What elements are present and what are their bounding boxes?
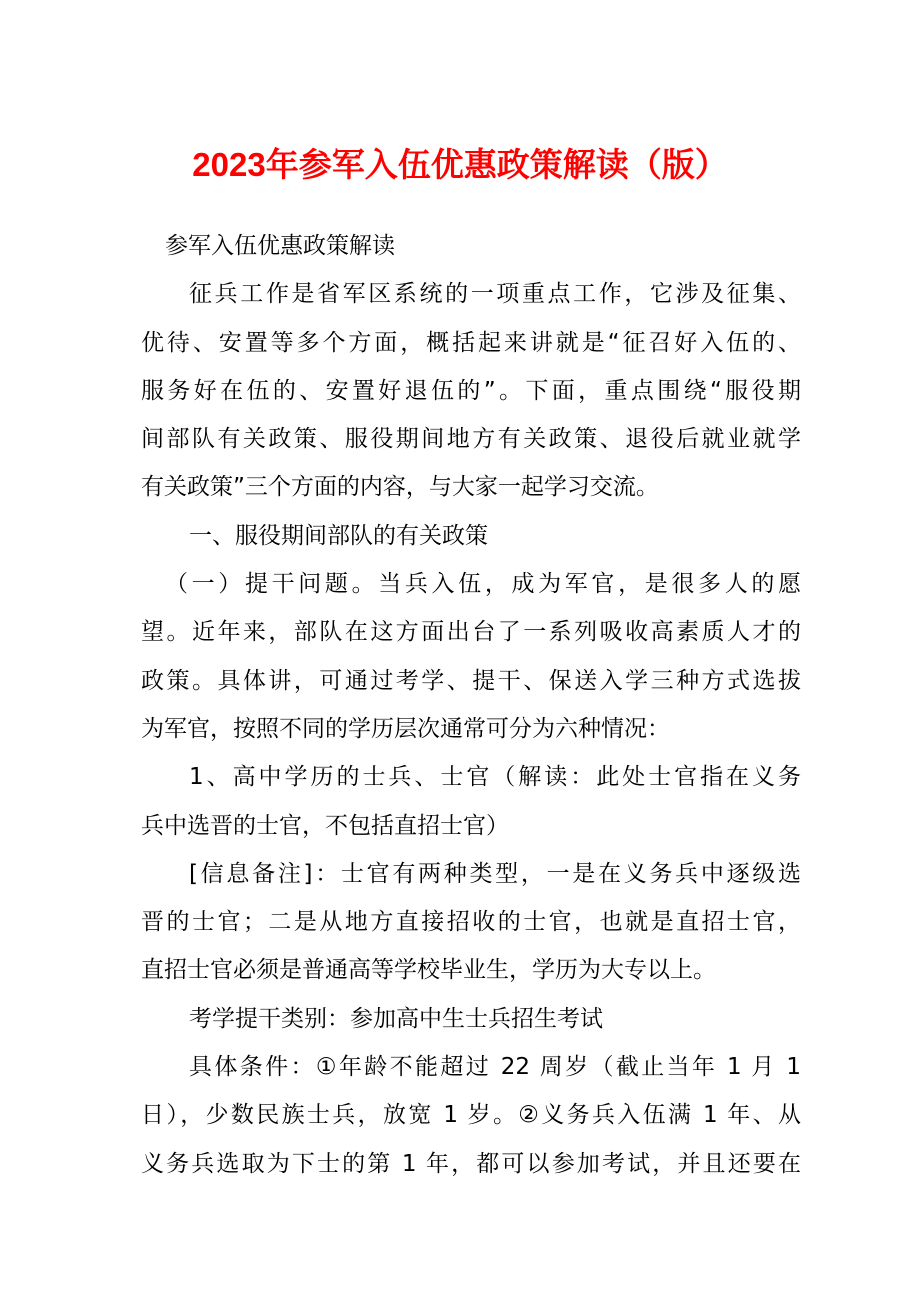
text-line: 服务好在伍的、安置好退伍的”。下面，重点围绕“服役期 [141,377,801,404]
document-title: 2023年参军入伍优惠政策解读（版） [192,146,728,183]
paragraph [141,270,801,511]
text-line: 晋的士官；二是从地方直接招收的士官，也就是直招士官， [141,909,801,936]
text-line: 1、高中学历的士兵、士官（解读：此处士官指在义务 [189,764,801,791]
text-line: 考学提干类别：参加高中生士兵招生考试 [189,1005,603,1032]
text-line: 日），少数民族士兵，放宽 1 岁。②义务兵入伍满 1 年、从 [141,1102,801,1129]
text-line: 有关政策”三个方面的内容，与大家一起学习交流。 [141,474,659,501]
paragraph [141,753,801,850]
text-line: 直招士官必须是普通高等学校毕业生，学历为大专以上。 [141,957,716,984]
text-line: 具体条件：①年龄不能超过 22 周岁（截止当年 1 月 1 [189,1054,801,1081]
text-line: 兵中选晋的士官，不包括直招士官） [141,812,509,839]
text-line: 政策。具体讲，可通过考学、提干、保送入学三种方式选拔 [141,667,801,694]
text-line: （一）提干问题。当兵入伍，成为军官，是很多人的愿 [165,571,801,598]
paragraph [141,560,801,753]
document-body [141,222,801,1188]
text-line: 参军入伍优惠政策解读 [165,233,395,259]
paragraph [141,995,801,1043]
paragraph [141,222,801,270]
text-line: 间部队有关政策、服役期间地方有关政策、退役后就业就学 [141,426,801,453]
text-line: 优待、安置等多个方面，概括起来讲就是“征召好入伍的、 [141,329,801,356]
paragraph [141,1043,801,1188]
text-line: [信息备注]：士官有两种类型，一是在义务兵中逐级选 [189,860,801,887]
paragraph [141,512,801,560]
text-line: 望。近年来，部队在这方面出台了一系列吸收高素质人才的 [141,619,801,646]
text-line: 一、服役期间部队的有关政策 [189,522,488,549]
text-line: 为军官，按照不同的学历层次通常可分为六种情况： [141,715,670,742]
paragraph [141,850,801,995]
text-line: 征兵工作是省军区系统的一项重点工作，它涉及征集、 [189,281,801,308]
text-line: 义务兵选取为下士的第 1 年，都可以参加考试，并且还要在 [141,1150,801,1177]
